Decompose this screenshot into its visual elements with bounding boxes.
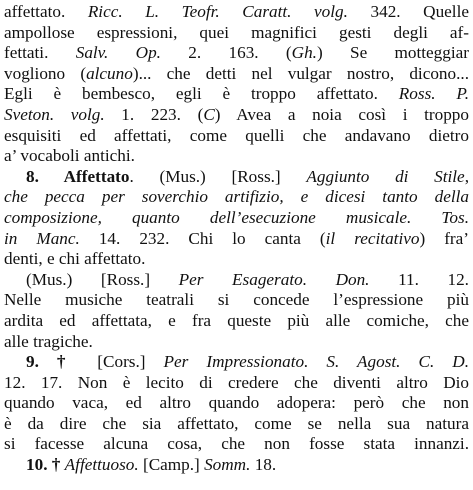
italic-text: C [203,104,215,124]
text-line [4,393,469,414]
text-segment: . (Mus.) [Ross.] [129,166,307,186]
text-segment: 14. 232. Chi lo canta ( [79,228,326,248]
text-segment: si facesse alcuna cosa, che non fosse stata innanzi. [4,434,469,454]
italic-text: Somm. [204,455,251,475]
text-segment: quando vaca, ed altro quando adopera: però che non [4,393,469,413]
italic-text: in Manc. [4,228,80,248]
italic-text: alcuno [86,63,133,83]
text-line [4,146,469,167]
text-segment: (Mus.) [Ross.] [26,269,179,289]
text-segment: 2. 163. ( [160,43,292,63]
italic-text: Ricc. L. Teofr. Caratt. volg. [87,2,348,21]
text-line [4,270,469,291]
text-line [4,64,469,85]
italic-text: Aggiunto di Stile [306,166,465,186]
sense-number: 8. Affettato [26,166,130,186]
text-line [4,290,469,311]
text-segment: 1. 223. ( [104,104,204,124]
text-line [4,126,469,147]
text-line [4,414,469,435]
text-segment: a’ vocaboli antichi. [4,146,135,166]
text-line [4,43,469,64]
text-line [4,2,469,23]
text-segment: ) Se motteggiar [316,43,469,63]
text-line [4,167,469,188]
text-segment: 18. [250,455,277,475]
text-line [4,229,469,250]
sense-number: 9. † [26,352,98,372]
text-line [4,208,469,229]
italic-text: che pecca per soverchio artifizio, e dicesi tanto della [4,187,469,207]
text-segment: 11. 12. [369,269,469,289]
text-segment: [Cors.] [97,352,164,372]
text-line [4,23,469,44]
text-segment: vogliono ( [4,63,87,83]
text-segment: ardita ed affettata, e fra queste più alle comiche, che [4,310,469,330]
text-segment: denti, e chi affettato. [4,249,146,269]
text-line [4,434,469,455]
italic-text: Gh. [291,43,317,63]
text-line [4,84,469,105]
text-line [4,373,469,394]
text-segment: )... che detti nel vulgar nostro, dicono... [132,63,469,83]
text-segment: [Camp.] [138,455,205,475]
text-segment: esquisiti ed affettati, come quelli che andavano dietro [4,125,469,145]
text-segment: Nelle musiche teatrali si concede l’espressione più [4,290,469,310]
dictionary-entry-text [4,2,469,476]
italic-text: composizione, quanto dell’esecuzione musicale. Tos. [4,207,469,227]
italic-text: il recitativo [325,228,420,248]
italic-text: Ross. P. [398,84,469,104]
text-segment: , [464,166,469,186]
text-line [4,105,469,126]
text-segment: Egli è bembesco, egli è troppo affettato. [4,84,399,104]
text-line [4,187,469,208]
text-segment: ampollose espressioni, quei magnifici gesti degli af- [4,22,469,42]
text-segment: ) fra’ [419,228,469,248]
text-segment: ) Avea a noia così i troppo [214,104,469,124]
text-segment: affettato. [4,2,88,21]
sense-number: 10. † [26,455,65,475]
text-segment: 342. Quelle [347,2,469,21]
text-segment: è da dire che sia affettato, come se nella sua natura [4,413,469,433]
text-line [4,455,469,476]
text-segment: alle tragiche. [4,331,93,351]
italic-text: Per Impressionato. S. Agost. C. D. [163,352,469,372]
italic-text: Salv. Op. [75,43,161,63]
text-segment: fettati. [4,43,76,63]
italic-text: Per Esagerato. Don. [178,269,370,289]
italic-text: Affettuoso. [64,455,139,475]
text-line [4,311,469,332]
text-line [4,352,469,373]
italic-text: Sveton. volg. [4,104,105,124]
text-line [4,332,469,353]
text-line [4,249,469,270]
text-segment: 12. 17. Non è lecito di credere che diventi altro Dio [4,372,469,392]
